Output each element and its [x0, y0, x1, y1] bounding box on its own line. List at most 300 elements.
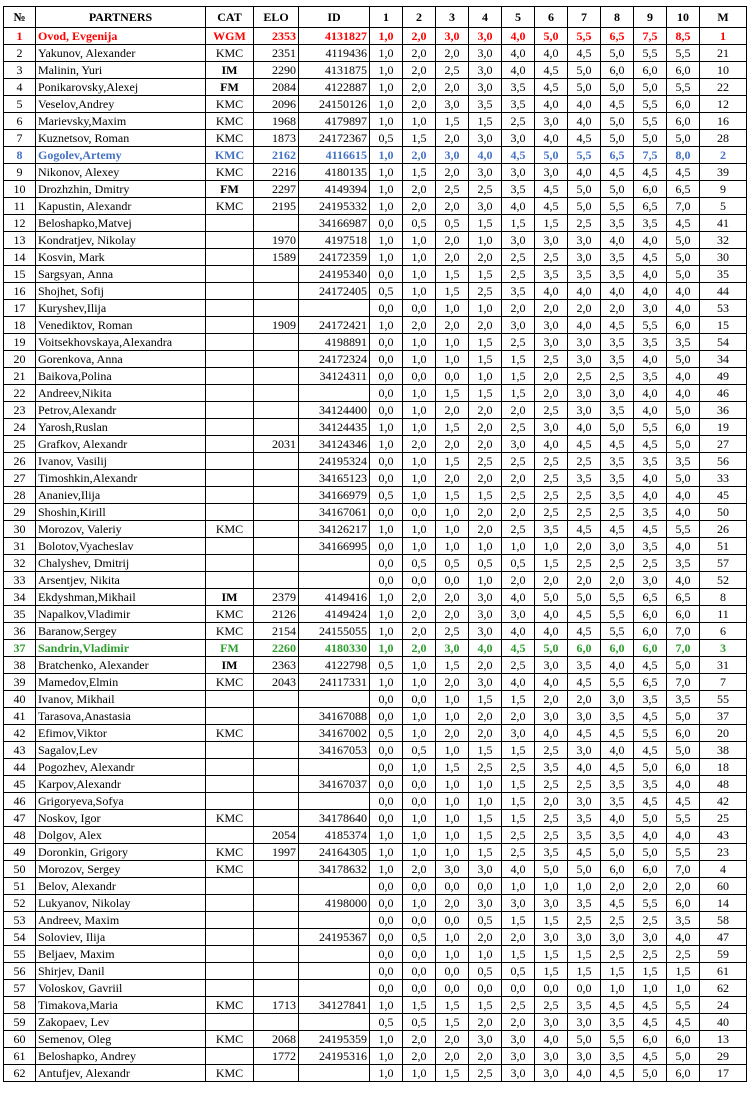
round-2-score: 1,0 — [403, 419, 436, 436]
player-category — [206, 929, 254, 946]
player-name: Petrov,Alexandr — [36, 402, 206, 419]
row-number: 9 — [4, 164, 36, 181]
round-2-score: 1,0 — [403, 708, 436, 725]
round-1-score: 0,5 — [370, 657, 403, 674]
final-place: 27 — [700, 436, 747, 453]
round-6-score: 5,0 — [535, 589, 568, 606]
round-3-score: 2,0 — [436, 198, 469, 215]
round-3-score: 1,0 — [436, 827, 469, 844]
round-2-score: 1,0 — [403, 657, 436, 674]
round-2-score: 2,0 — [403, 623, 436, 640]
round-9-score: 4,5 — [634, 1048, 667, 1065]
round-7-score: 3,5 — [568, 997, 601, 1014]
player-category — [206, 691, 254, 708]
round-8-score: 3,5 — [601, 793, 634, 810]
round-3-score: 2,5 — [436, 181, 469, 198]
final-place: 22 — [700, 79, 747, 96]
row-number: 60 — [4, 1031, 36, 1048]
round-9-score: 7,5 — [634, 147, 667, 164]
round-5-score: 3,0 — [502, 164, 535, 181]
round-5-score: 3,0 — [502, 606, 535, 623]
header-round-6: 6 — [535, 7, 568, 28]
round-1-score: 0,0 — [370, 266, 403, 283]
player-name: Soloviev, Ilija — [36, 929, 206, 946]
round-10-score: 5,5 — [667, 45, 700, 62]
round-3-score: 2,5 — [436, 62, 469, 79]
table-row — [4, 861, 747, 878]
round-4-score: 3,0 — [469, 164, 502, 181]
round-10-score: 3,5 — [667, 691, 700, 708]
player-category — [206, 419, 254, 436]
round-10-score: 5,0 — [667, 742, 700, 759]
player-elo — [254, 691, 299, 708]
row-number: 19 — [4, 334, 36, 351]
row-number: 51 — [4, 878, 36, 895]
round-6-score: 3,0 — [535, 895, 568, 912]
row-number: 8 — [4, 147, 36, 164]
round-7-score: 5,0 — [568, 181, 601, 198]
round-8-score: 6,5 — [601, 28, 634, 45]
round-7-score: 5,0 — [568, 79, 601, 96]
round-2-score: 0,5 — [403, 215, 436, 232]
player-category: KMC — [206, 1031, 254, 1048]
player-id — [299, 691, 370, 708]
player-name: Sagalov,Lev — [36, 742, 206, 759]
player-id: 4198000 — [299, 895, 370, 912]
round-8-score: 5,0 — [601, 113, 634, 130]
round-4-score: 3,0 — [469, 28, 502, 45]
round-7-score: 3,5 — [568, 657, 601, 674]
row-number: 6 — [4, 113, 36, 130]
player-category: KMC — [206, 113, 254, 130]
row-number: 13 — [4, 232, 36, 249]
row-number: 28 — [4, 487, 36, 504]
table-row — [4, 776, 747, 793]
round-7-score: 3,0 — [568, 402, 601, 419]
table-row — [4, 45, 747, 62]
round-4-score: 2,0 — [469, 1048, 502, 1065]
round-6-score: 2,5 — [535, 776, 568, 793]
round-6-score: 2,5 — [535, 827, 568, 844]
round-3-score: 0,0 — [436, 980, 469, 997]
player-id: 24195324 — [299, 453, 370, 470]
round-3-score: 3,0 — [436, 147, 469, 164]
round-7-score: 2,5 — [568, 555, 601, 572]
round-3-score: 1,5 — [436, 487, 469, 504]
round-5-score: 3,5 — [502, 181, 535, 198]
round-5-score: 4,0 — [502, 623, 535, 640]
round-3-score: 3,0 — [436, 96, 469, 113]
round-1-score: 0,0 — [370, 504, 403, 521]
round-10-score: 5,0 — [667, 708, 700, 725]
final-place: 60 — [700, 878, 747, 895]
player-category: KMC — [206, 147, 254, 164]
player-id — [299, 793, 370, 810]
round-2-score: 1,5 — [403, 130, 436, 147]
player-name: Grafkov, Alexandr — [36, 436, 206, 453]
standings-table — [3, 6, 747, 1082]
round-9-score: 5,0 — [634, 1065, 667, 1082]
round-7-score: 2,0 — [568, 572, 601, 589]
round-4-score: 1,0 — [469, 368, 502, 385]
row-number: 47 — [4, 810, 36, 827]
player-name: Nikonov, Alexey — [36, 164, 206, 181]
round-10-score: 4,0 — [667, 368, 700, 385]
player-elo — [254, 708, 299, 725]
round-6-score: 1,5 — [535, 215, 568, 232]
round-6-score: 4,0 — [535, 283, 568, 300]
round-8-score: 4,5 — [601, 895, 634, 912]
player-id: 34124311 — [299, 368, 370, 385]
row-number: 38 — [4, 657, 36, 674]
player-id: 4149416 — [299, 589, 370, 606]
player-category — [206, 1048, 254, 1065]
round-9-score: 2,5 — [634, 946, 667, 963]
round-7-score: 0,0 — [568, 980, 601, 997]
round-5-score: 2,5 — [502, 113, 535, 130]
round-8-score: 5,0 — [601, 45, 634, 62]
round-10-score: 5,5 — [667, 79, 700, 96]
round-4-score: 2,0 — [469, 317, 502, 334]
round-4-score: 2,0 — [469, 929, 502, 946]
round-1-score: 1,0 — [370, 198, 403, 215]
final-place: 40 — [700, 1014, 747, 1031]
round-4-score: 2,0 — [469, 657, 502, 674]
row-number: 49 — [4, 844, 36, 861]
round-8-score: 4,5 — [601, 317, 634, 334]
round-7-score: 4,0 — [568, 283, 601, 300]
player-elo — [254, 742, 299, 759]
round-5-score: 4,0 — [502, 589, 535, 606]
round-5-score: 2,0 — [502, 708, 535, 725]
player-category: FM — [206, 640, 254, 657]
round-5-score: 2,5 — [502, 827, 535, 844]
round-2-score: 1,0 — [403, 844, 436, 861]
header-round-8: 8 — [601, 7, 634, 28]
final-place: 11 — [700, 606, 747, 623]
player-elo — [254, 470, 299, 487]
final-place: 6 — [700, 623, 747, 640]
player-name: Beloshapko,Matvej — [36, 215, 206, 232]
player-id: 34178632 — [299, 861, 370, 878]
round-6-score: 2,0 — [535, 691, 568, 708]
round-9-score: 5,0 — [634, 759, 667, 776]
table-row — [4, 283, 747, 300]
round-6-score: 3,0 — [535, 113, 568, 130]
round-9-score: 3,0 — [634, 929, 667, 946]
table-row — [4, 725, 747, 742]
round-10-score: 6,0 — [667, 96, 700, 113]
round-2-score: 2,0 — [403, 147, 436, 164]
round-8-score: 3,5 — [601, 1014, 634, 1031]
player-id: 24195340 — [299, 266, 370, 283]
round-7-score: 4,5 — [568, 844, 601, 861]
round-7-score: 2,5 — [568, 453, 601, 470]
final-place: 35 — [700, 266, 747, 283]
round-4-score: 1,0 — [469, 946, 502, 963]
round-1-score: 1,0 — [370, 674, 403, 691]
player-category: KMC — [206, 130, 254, 147]
round-3-score: 0,5 — [436, 555, 469, 572]
round-6-score: 4,5 — [535, 79, 568, 96]
round-5-score: 2,5 — [502, 453, 535, 470]
player-elo: 2353 — [254, 28, 299, 45]
player-id: 34167088 — [299, 708, 370, 725]
player-category — [206, 946, 254, 963]
round-3-score: 2,0 — [436, 606, 469, 623]
player-name: Ivanov, Vasilij — [36, 453, 206, 470]
round-2-score: 0,0 — [403, 980, 436, 997]
player-name: Bratchenko, Alexander — [36, 657, 206, 674]
round-9-score: 5,0 — [634, 844, 667, 861]
player-category: KMC — [206, 810, 254, 827]
round-5-score: 3,5 — [502, 283, 535, 300]
table-row — [4, 980, 747, 997]
round-1-score: 0,5 — [370, 487, 403, 504]
round-10-score: 3,5 — [667, 334, 700, 351]
final-place: 56 — [700, 453, 747, 470]
round-1-score: 0,5 — [370, 1014, 403, 1031]
round-5-score: 3,0 — [502, 130, 535, 147]
round-10-score: 7,0 — [667, 623, 700, 640]
round-4-score: 1,0 — [469, 538, 502, 555]
round-7-score: 5,0 — [568, 861, 601, 878]
round-6-score: 3,5 — [535, 844, 568, 861]
round-5-score: 1,5 — [502, 368, 535, 385]
round-3-score: 2,0 — [436, 725, 469, 742]
round-5-score: 1,5 — [502, 946, 535, 963]
round-8-score: 3,5 — [601, 708, 634, 725]
player-name: Gogolev,Artemy — [36, 147, 206, 164]
round-9-score: 4,0 — [634, 351, 667, 368]
round-3-score: 1,0 — [436, 351, 469, 368]
player-elo: 1873 — [254, 130, 299, 147]
player-name: Beljaev, Maxim — [36, 946, 206, 963]
round-10-score: 7,0 — [667, 198, 700, 215]
player-name: Ponikarovsky,Alexej — [36, 79, 206, 96]
round-6-score: 2,5 — [535, 504, 568, 521]
round-1-score: 0,0 — [370, 470, 403, 487]
round-8-score: 5,5 — [601, 589, 634, 606]
round-3-score: 2,0 — [436, 674, 469, 691]
round-3-score: 1,5 — [436, 266, 469, 283]
round-9-score: 5,5 — [634, 725, 667, 742]
final-place: 18 — [700, 759, 747, 776]
round-5-score: 1,5 — [502, 810, 535, 827]
player-id: 34124435 — [299, 419, 370, 436]
row-number: 42 — [4, 725, 36, 742]
row-number: 1 — [4, 28, 36, 45]
round-8-score: 4,5 — [601, 1065, 634, 1082]
round-1-score: 1,0 — [370, 1048, 403, 1065]
round-8-score: 2,5 — [601, 912, 634, 929]
table-row — [4, 1048, 747, 1065]
table-row — [4, 147, 747, 164]
round-10-score: 4,0 — [667, 572, 700, 589]
round-7-score: 3,5 — [568, 895, 601, 912]
row-number: 24 — [4, 419, 36, 436]
final-place: 29 — [700, 1048, 747, 1065]
round-9-score: 5,5 — [634, 317, 667, 334]
round-5-score: 2,0 — [502, 300, 535, 317]
player-category: KMC — [206, 844, 254, 861]
player-elo — [254, 521, 299, 538]
round-7-score: 4,5 — [568, 674, 601, 691]
table-row — [4, 878, 747, 895]
row-number: 16 — [4, 283, 36, 300]
row-number: 14 — [4, 249, 36, 266]
round-2-score: 1,0 — [403, 402, 436, 419]
round-6-score: 3,0 — [535, 1014, 568, 1031]
row-number: 41 — [4, 708, 36, 725]
player-elo: 1772 — [254, 1048, 299, 1065]
round-1-score: 0,0 — [370, 300, 403, 317]
round-1-score: 0,0 — [370, 385, 403, 402]
round-6-score: 3,5 — [535, 759, 568, 776]
round-4-score: 1,0 — [469, 793, 502, 810]
round-2-score: 0,5 — [403, 555, 436, 572]
round-10-score: 6,5 — [667, 589, 700, 606]
player-category — [206, 283, 254, 300]
round-2-score: 0,0 — [403, 504, 436, 521]
final-place: 44 — [700, 283, 747, 300]
round-5-score: 3,5 — [502, 79, 535, 96]
player-name: Yarosh,Ruslan — [36, 419, 206, 436]
round-4-score: 1,5 — [469, 334, 502, 351]
round-9-score: 7,5 — [634, 28, 667, 45]
round-7-score: 3,0 — [568, 1014, 601, 1031]
table-row — [4, 572, 747, 589]
round-10-score: 5,0 — [667, 1048, 700, 1065]
round-8-score: 6,5 — [601, 147, 634, 164]
row-number: 57 — [4, 980, 36, 997]
player-name: Andreev, Maxim — [36, 912, 206, 929]
player-elo: 1589 — [254, 249, 299, 266]
player-id: 24195332 — [299, 198, 370, 215]
player-name: Voloskov, Gavriil — [36, 980, 206, 997]
round-6-score: 4,0 — [535, 606, 568, 623]
player-id: 34178640 — [299, 810, 370, 827]
round-1-score: 0,0 — [370, 759, 403, 776]
player-name: Sandrin,Vladimir — [36, 640, 206, 657]
round-9-score: 4,0 — [634, 827, 667, 844]
round-2-score: 2,0 — [403, 1048, 436, 1065]
round-8-score: 4,5 — [601, 521, 634, 538]
player-elo — [254, 793, 299, 810]
round-2-score: 1,0 — [403, 249, 436, 266]
player-elo — [254, 334, 299, 351]
round-9-score: 5,0 — [634, 130, 667, 147]
round-10-score: 5,0 — [667, 436, 700, 453]
round-2-score: 2,0 — [403, 1031, 436, 1048]
player-category: KMC — [206, 623, 254, 640]
round-5-score: 1,5 — [502, 351, 535, 368]
table-row — [4, 402, 747, 419]
round-1-score: 1,0 — [370, 317, 403, 334]
round-8-score: 3,0 — [601, 385, 634, 402]
round-7-score: 5,5 — [568, 147, 601, 164]
round-8-score: 4,0 — [601, 742, 634, 759]
round-3-score: 1,0 — [436, 776, 469, 793]
round-5-score: 3,0 — [502, 232, 535, 249]
table-row — [4, 385, 747, 402]
round-10-score: 7,0 — [667, 674, 700, 691]
player-id: 34167061 — [299, 504, 370, 521]
round-1-score: 1,0 — [370, 521, 403, 538]
final-place: 20 — [700, 725, 747, 742]
row-number: 35 — [4, 606, 36, 623]
round-7-score: 4,5 — [568, 45, 601, 62]
round-5-score: 1,0 — [502, 538, 535, 555]
player-name: Shoshin,Kirill — [36, 504, 206, 521]
round-4-score: 0,0 — [469, 878, 502, 895]
round-4-score: 3,0 — [469, 79, 502, 96]
player-category — [206, 793, 254, 810]
round-3-score: 2,0 — [436, 45, 469, 62]
round-5-score: 3,0 — [502, 1031, 535, 1048]
final-place: 61 — [700, 963, 747, 980]
table-row — [4, 623, 747, 640]
row-number: 20 — [4, 351, 36, 368]
round-10-score: 6,0 — [667, 1031, 700, 1048]
round-4-score: 2,5 — [469, 453, 502, 470]
player-name: Kuznetsov, Roman — [36, 130, 206, 147]
round-7-score: 3,0 — [568, 708, 601, 725]
player-elo: 1909 — [254, 317, 299, 334]
player-category: KMC — [206, 725, 254, 742]
round-1-score: 1,0 — [370, 640, 403, 657]
round-2-score: 2,0 — [403, 640, 436, 657]
round-2-score: 2,0 — [403, 861, 436, 878]
player-name: Ovod, Evgenija — [36, 28, 206, 45]
round-1-score: 0,0 — [370, 912, 403, 929]
player-id: 4198891 — [299, 334, 370, 351]
player-name: Gorenkova, Anna — [36, 351, 206, 368]
row-number: 55 — [4, 946, 36, 963]
player-elo: 2363 — [254, 657, 299, 674]
round-1-score: 0,0 — [370, 368, 403, 385]
round-6-score: 0,0 — [535, 980, 568, 997]
round-4-score: 3,0 — [469, 198, 502, 215]
row-number: 36 — [4, 623, 36, 640]
player-elo — [254, 946, 299, 963]
round-1-score: 1,0 — [370, 1065, 403, 1082]
round-2-score: 0,0 — [403, 300, 436, 317]
round-3-score: 2,0 — [436, 402, 469, 419]
player-elo: 2260 — [254, 640, 299, 657]
table-row — [4, 436, 747, 453]
round-5-score: 2,0 — [502, 929, 535, 946]
round-8-score: 4,0 — [601, 657, 634, 674]
player-elo — [254, 538, 299, 555]
round-6-score: 3,0 — [535, 708, 568, 725]
round-9-score: 4,0 — [634, 385, 667, 402]
round-8-score: 5,0 — [601, 844, 634, 861]
round-9-score: 2,5 — [634, 912, 667, 929]
table-row — [4, 674, 747, 691]
round-10-score: 4,5 — [667, 1014, 700, 1031]
final-place: 10 — [700, 62, 747, 79]
round-4-score: 2,5 — [469, 181, 502, 198]
round-6-score: 3,0 — [535, 334, 568, 351]
round-3-score: 1,5 — [436, 997, 469, 1014]
round-7-score: 2,0 — [568, 300, 601, 317]
player-name: Drozhzhin, Dmitry — [36, 181, 206, 198]
round-3-score: 0,0 — [436, 368, 469, 385]
table-row — [4, 215, 747, 232]
round-7-score: 4,0 — [568, 164, 601, 181]
round-1-score: 0,0 — [370, 708, 403, 725]
